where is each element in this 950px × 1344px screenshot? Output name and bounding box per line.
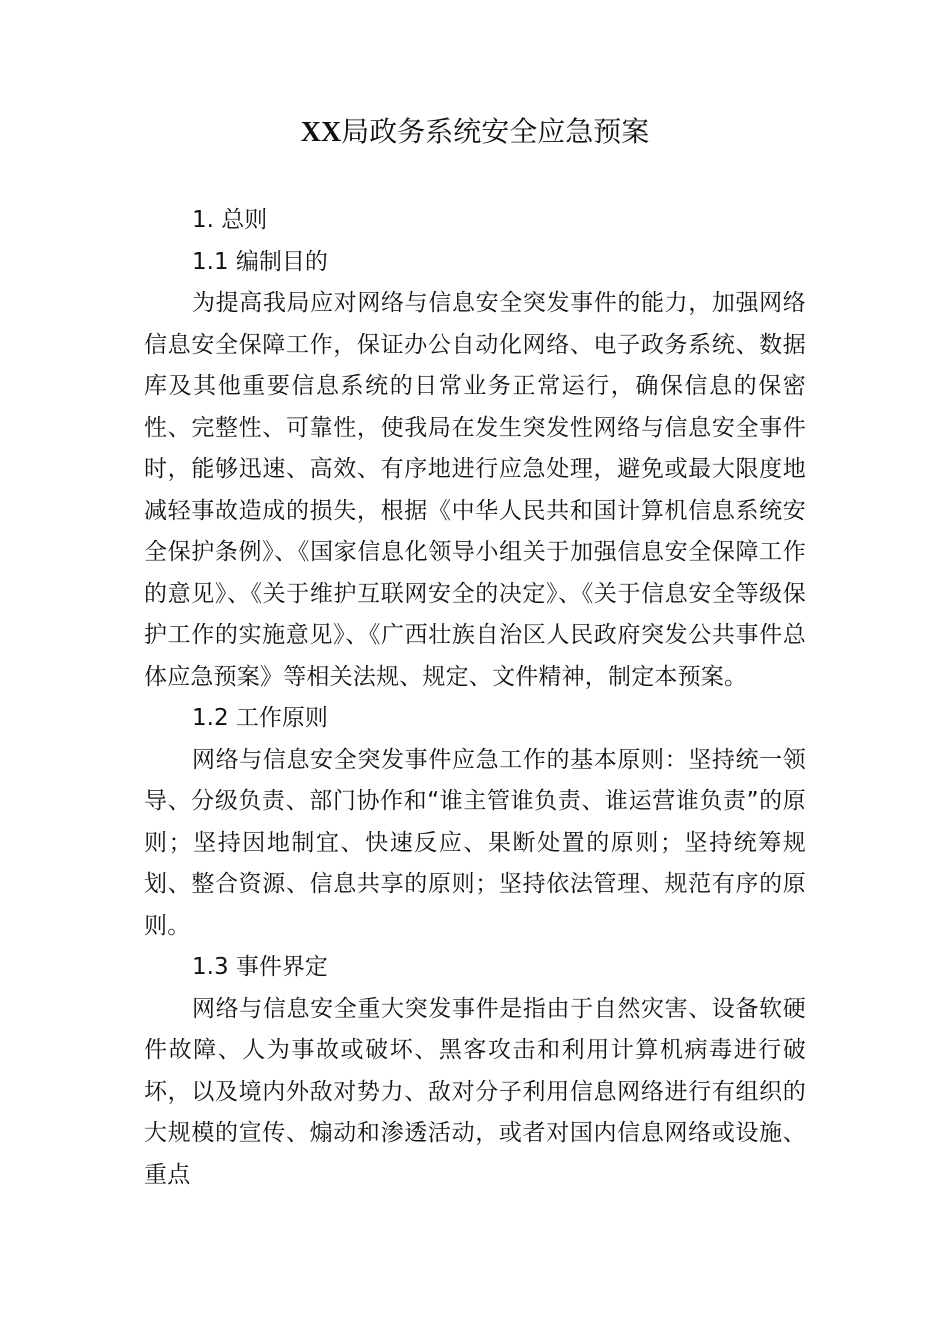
section-heading-purpose: 1.1 编制目的	[192, 248, 328, 275]
paragraph-purpose: 为提高我局应对网络与信息安全突发事件的能力，加强网络信息安全保障工作，保证办公自动化网络、电子政务系统、数据库及其他重要信息系统的日常业务正常运行，确保信息的保密性、完整性、可靠性，使我局在发生突发性网络与信息安全事件时，能够迅速、高效、有序地进行应急处理，避免或最大限度地减轻事故造成的损失，根据《中华人民共和国计算机信息系统安全保护条例》、《国家信息化领导小组关于加强信息安全保障工作的意见》、《关于维护互联网安全的决定》、《关于信息安全等级保护工作的实施意见》、《广西壮族自治区人民政府突发公共事件总体应急预案》等相关法规、规定、文件精神，制定本预案。	[144, 290, 806, 690]
document-body	[144, 200, 806, 1196]
paragraph-definition: 网络与信息安全重大突发事件是指由于自然灾害、设备软硬件故障、人为事故或破坏、黑客攻击和利用计算机病毒进行破坏，以及境内外敌对势力、敌对分子利用信息网络进行有组织的大规模的宣传、煽动和渗透活动，或者对国内信息网络或设施、重点	[144, 995, 806, 1188]
document-title	[0, 112, 950, 153]
paragraph-principles: 网络与信息安全突发事件应急工作的基本原则：坚持统一领导、分级负责、部门协作和“谁主管谁负责、谁运营谁负责”的原则；坚持因地制宜、快速反应、果断处置的原则；坚持统筹规划、整合资源、信息共享的原则；坚持依法管理、规范有序的原则。	[144, 746, 806, 939]
section-heading-general: 1. 总则	[192, 207, 268, 233]
document-title-prefix: XX	[300, 117, 342, 148]
document-title-text: 局政务系统安全应急预案	[341, 115, 650, 148]
section-heading-definition: 1.3 事件界定	[192, 954, 328, 980]
section-heading-principles: 1.2 工作原则	[192, 705, 328, 731]
